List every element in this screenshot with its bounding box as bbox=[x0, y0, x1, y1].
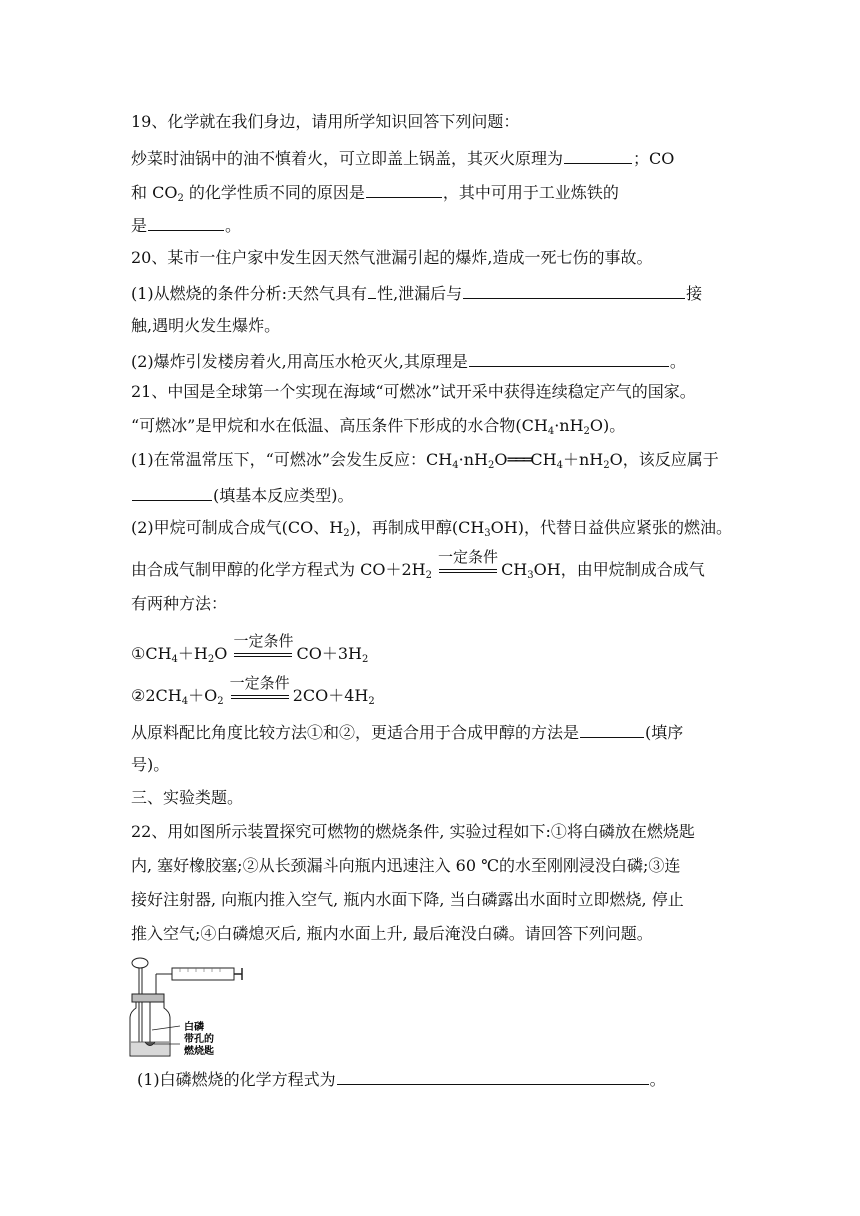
answer-blank[interactable] bbox=[564, 147, 632, 164]
q19-line3: 和 $CO_2$ 的化学性质不同的原因是 ，其中可用于工业炼铁的 bbox=[131, 183, 619, 204]
label-spoon-line1: 带孔的 bbox=[184, 1034, 214, 1045]
q21-line3: (1)在常温常压下，“可燃冰”会发生反应：$CH_4\cdot nH_2O═══CH_4+nH_2O$，该反应属于 bbox=[131, 450, 719, 471]
q21-line10: 从原料配比角度比较方法①和②，更适合用于合成甲醇的方法是 (填序 bbox=[131, 723, 684, 742]
q22-part1: (1)白磷燃烧的化学方程式为 。 bbox=[137, 1070, 666, 1089]
method-1: $①CH_4+H_2O$ 一定条件 $CO+3H_2$ bbox=[131, 632, 369, 665]
q20-line2: (1)从燃烧的条件分析:天然气具有 性,泄漏后与 接 bbox=[131, 284, 703, 303]
answer-blank[interactable] bbox=[469, 350, 669, 367]
section-heading: 三、实验类题。 bbox=[131, 788, 244, 807]
apparatus-figure bbox=[128, 956, 248, 1064]
label-white-phosphorus: 白磷 bbox=[184, 1022, 204, 1033]
label-spoon-line2: 燃烧匙 bbox=[184, 1046, 214, 1057]
answer-blank[interactable] bbox=[580, 721, 644, 738]
method-2: $②2CH_4+O_2$ 一定条件 $2CO+4H_2$ bbox=[131, 674, 375, 707]
answer-blank[interactable] bbox=[366, 181, 442, 198]
reaction-condition: 一定条件 bbox=[229, 686, 291, 706]
reaction-condition: 一定条件 bbox=[232, 644, 294, 664]
answer-blank[interactable] bbox=[132, 484, 212, 501]
q21-stem: 21、中国是全球第一个实现在海域“可燃冰”试开采中获得连续稳定产气的国家。 bbox=[131, 382, 696, 401]
q21-line6: 由合成气制甲醇的化学方程式为 $CO+2H_2$ 一定条件 $CH_3OH$，由甲烷制成合成气 bbox=[131, 548, 705, 581]
q22-stem-line4: 推入空气;④白磷熄灭后, 瓶内水面上升, 最后淹没白磷。请回答下列问题。 bbox=[131, 924, 653, 943]
apparatus-diagram bbox=[128, 956, 248, 1060]
answer-blank[interactable] bbox=[463, 282, 685, 299]
q19-line4: 是 。 bbox=[131, 216, 242, 235]
q20-line3: 触,遇明火发生爆炸。 bbox=[131, 316, 281, 335]
q21-line2: “可燃冰”是甲烷和水在低温、高压条件下形成的水合物$(CH_4\cdot nH_2O)$。 bbox=[131, 416, 626, 437]
q21-line4: (填基本反应类型)。 bbox=[131, 484, 354, 506]
reaction-condition: 一定条件 bbox=[437, 560, 499, 580]
q22-stem-line1: 22、用如图所示装置探究可燃物的燃烧条件, 实验过程如下:①将白磷放在燃烧匙 bbox=[131, 822, 695, 841]
q21-line7: 有两种方法： bbox=[131, 594, 228, 613]
q22-stem-line3: 接好注射器, 向瓶内推入空气, 瓶内水面下降, 当白磷露出水面时立即燃烧, 停止 bbox=[131, 890, 684, 909]
q22-stem-line2: 内, 塞好橡胶塞;②从长颈漏斗向瓶内迅速注入 60 ℃的水至刚刚浸没白磷;③连 bbox=[131, 856, 681, 875]
q19-stem: 19、化学就在我们身边，请用所学知识回答下列问题： bbox=[131, 112, 520, 131]
q20-stem: 20、某市一住户家中发生因天然气泄漏引起的爆炸,造成一死七伤的事故。 bbox=[131, 248, 653, 267]
q20-line4: (2)爆炸引发楼房着火,用高压水枪灭火,其原理是 。 bbox=[131, 352, 686, 371]
q21-line11: 号)。 bbox=[131, 755, 170, 774]
answer-blank[interactable] bbox=[337, 1068, 649, 1085]
answer-blank[interactable] bbox=[368, 282, 376, 299]
q19-line2: 炒菜时油锅中的油不慎着火，可立即盖上锅盖，其灭火原理为 ；CO bbox=[131, 149, 675, 168]
answer-blank[interactable] bbox=[148, 214, 224, 231]
q21-line5: (2)甲烷可制成合成气(CO、$H_2$)，再制成甲醇$(CH_3OH)$，代替日益供应紧张的燃油。 bbox=[131, 518, 732, 539]
